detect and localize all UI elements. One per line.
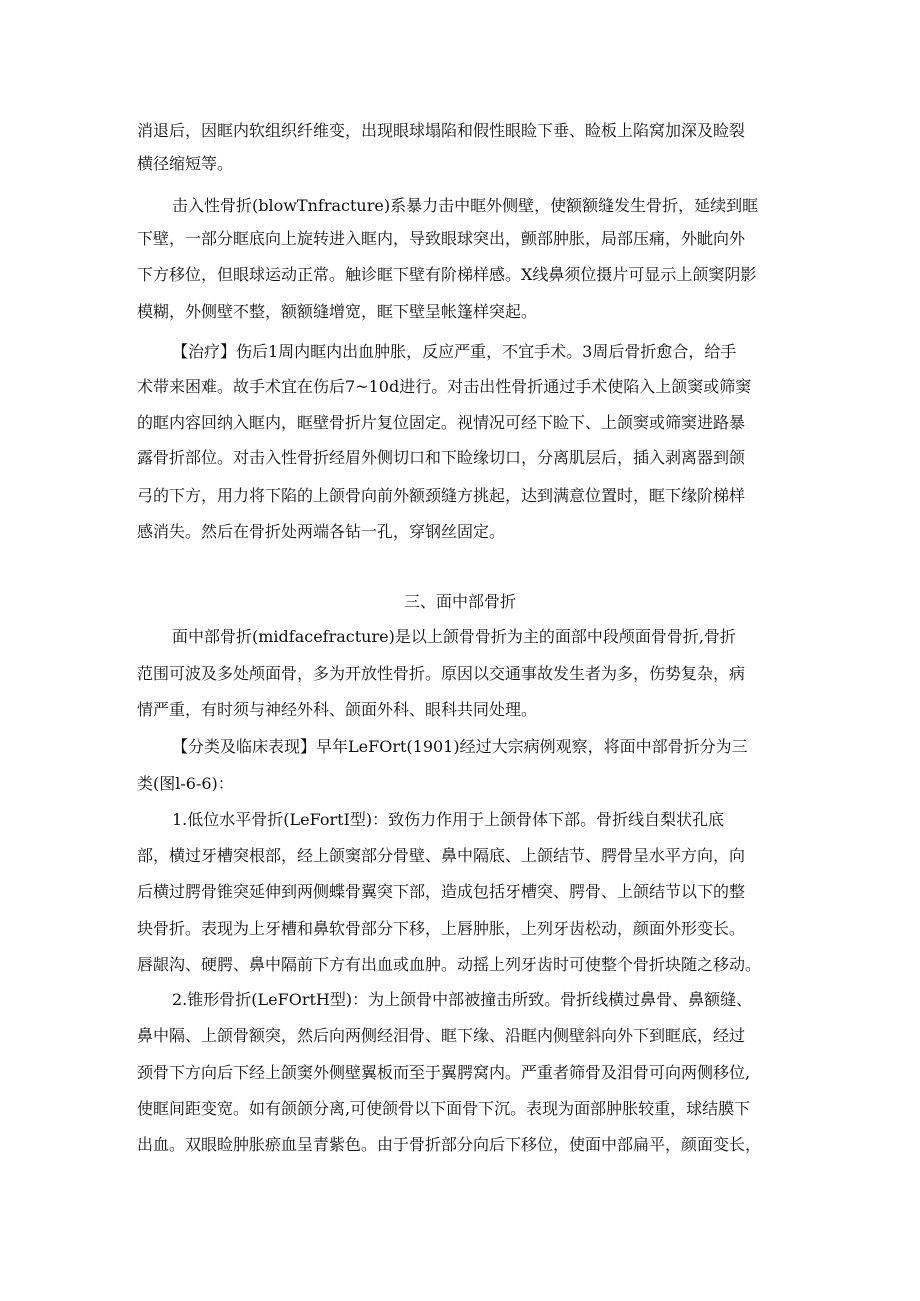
- text-line: 鼻中隔、上颌骨额突，然后向两侧经泪骨、眶下缘、沿眶内侧壁斜向外下到眶底，经过: [137, 1026, 746, 1045]
- text-line: 下方移位，但眼球运动正常。触诊眶下壁有阶梯样感。X线鼻须位摄片可显示上颌窦阴影: [137, 265, 757, 284]
- text-line: 击入性骨折(blowTnfracture)系暴力击中眶外侧壁，使额额缝发生骨折，延续到眶: [172, 196, 759, 215]
- text-line: 部，横过牙槽突根部，经上颌窦部分骨壁、鼻中隔底、上颌结节、腭骨呈水平方向，向: [137, 846, 746, 865]
- text-line: 的眶内容回纳入眶内，眶壁骨折片复位固定。视情况可经下睑下、上颌窦或筛窦进路暴: [137, 413, 746, 432]
- text-line: 使眶间距变宽。如有颌颌分离,可使颌骨以下面骨下沉。表现为面部肿胀较重，球结膜下: [137, 1099, 751, 1118]
- text-line: 颈骨下方向后下经上颌窦外侧壁翼板而至于翼腭窝内。严重者筛骨及泪骨可向两侧移位,: [137, 1063, 751, 1082]
- text-line: 类(图l-6-6)：: [137, 774, 234, 793]
- text-line: 唇龈沟、硬腭、鼻中隔前下方有出血或血肿。动摇上列牙齿时可使整个骨折块随之移动。: [137, 955, 762, 974]
- text-line: 出血。双眼睑肿胀瘀血呈青紫色。由于骨折部分向后下移位，使面中部扁平，颜面变长，: [137, 1135, 762, 1154]
- text-line: 范围可波及多处颅面骨，多为开放性骨折。原因以交通事故发生者为多，伤势复杂，病: [137, 664, 746, 683]
- text-line: 露骨折部位。对击入性骨折经眉外侧切口和下睑缘切口，分离肌层后，插入剥离器到颌: [137, 448, 746, 467]
- text-line: 模糊，外侧壁不整，额额缝增宽，眶下壁呈帐篷样突起。: [137, 302, 538, 321]
- text-line: 下壁，一部分眶底向上旋转进入眶内，导致眼球突出，颤部肿胀，局部压痛，外眦向外: [137, 229, 746, 248]
- text-line: 横径缩短等。: [137, 154, 234, 173]
- text-line: 消退后，因眶内软组织纤维变，出现眼球塌陷和假性眼睑下垂、睑板上陷窝加深及睑裂: [137, 121, 746, 140]
- text-line: 【分类及临床表现】早年LeFOrt(1901)经过大宗病例观察，将面中部骨折分为三: [172, 737, 748, 756]
- text-line: 【治疗】伤后1周内眶内出血肿胀，反应严重，不宜手术。3周后骨折愈合，给手: [172, 342, 737, 361]
- text-line: 弓的下方，用力将下陷的上颌骨向前外额颈缝方挑起，达到满意位置时，眶下缘阶梯样: [137, 486, 746, 505]
- section-heading: 三、面中部骨折: [403, 592, 516, 611]
- text-line: 情严重，有时须与神经外科、颌面外科、眼科共同处理。: [137, 700, 538, 719]
- text-line: 块骨折。表现为上牙槽和鼻软骨部分下移，上唇肿胀，上列牙齿松动，颜面外形变长。: [137, 919, 746, 938]
- text-line: 2.锥形骨折(LeFOrtH型)：为上颌骨中部被撞击所致。骨折线横过鼻骨、鼻额缝、: [172, 990, 753, 1009]
- text-line: 感消失。然后在骨折处两端各钻一孔，穿钢丝固定。: [137, 522, 506, 541]
- text-line: 1.低位水平骨折(LeFortI型)：致伤力作用于上颌骨体下部。骨折线自梨状孔底: [172, 810, 725, 829]
- text-line: 面中部骨折(midfacefracture)是以上颌骨骨折为主的面部中段颅面骨骨折,骨折: [172, 627, 736, 646]
- text-line: 后横过腭骨锥突延伸到两侧蝶骨翼突下部，造成包括牙槽突、腭骨、上颌结节以下的整: [137, 882, 746, 901]
- text-line: 术带来困难。故手术宜在伤后7~10d进行。对击出性骨折通过手术使陷入上颌窦或筛窦: [137, 377, 752, 396]
